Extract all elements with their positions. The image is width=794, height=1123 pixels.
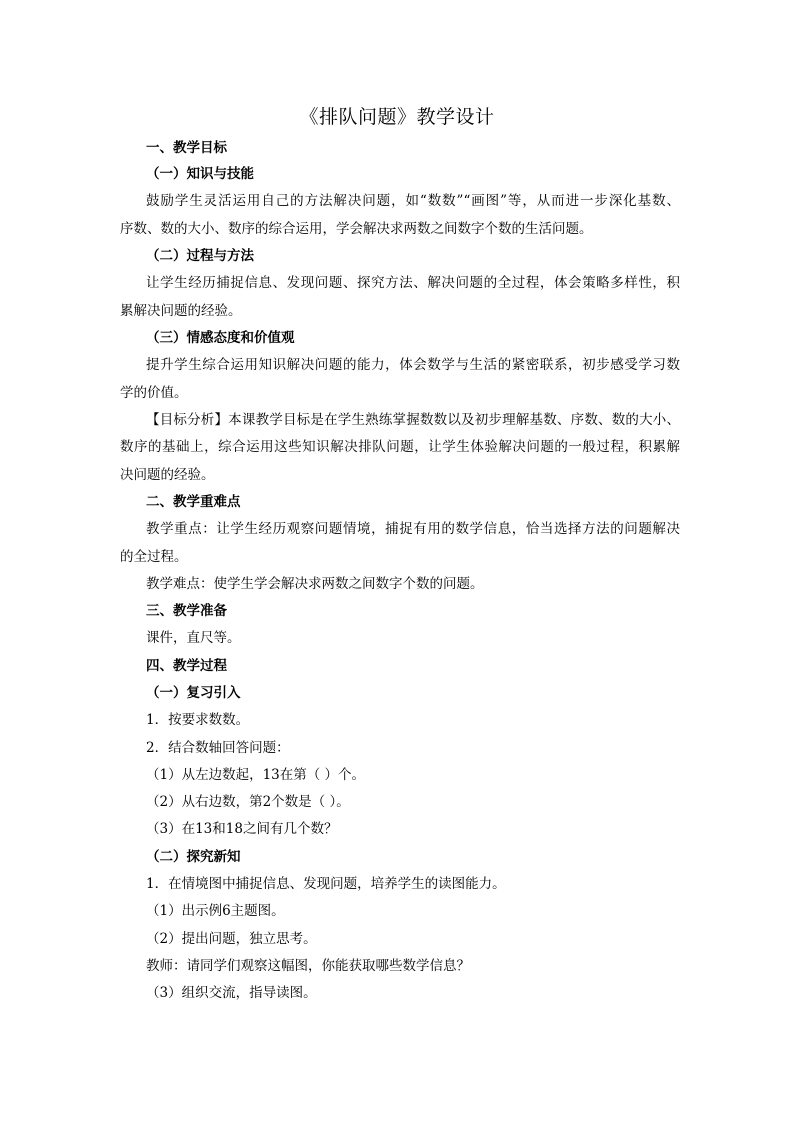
subheading-explore: （二）探究新知	[146, 849, 241, 865]
subheading-process-methods: （二）过程与方法	[146, 248, 254, 264]
section-heading-preparation: 三、教学准备	[146, 603, 227, 619]
list-item: （3）组织交流，指导读图。	[146, 985, 317, 1001]
paragraph-line: 教学重点：让学生经历观察问题情境，捕捉有用的数学信息，恰当选择方法的问题解决	[146, 521, 680, 537]
list-item: （2）提出问题，独立思考。	[146, 931, 317, 947]
paragraph-line: 让学生经历捕捉信息、发现问题、探究方法、解决问题的全过程，体会策略多样性，积	[146, 275, 680, 291]
paragraph-line: 鼓励学生灵活运用自己的方法解决问题，如“数数”“画图”等，从而进一步深化基数、	[146, 193, 680, 209]
section-heading-key-points: 二、教学重难点	[146, 494, 241, 510]
paragraph-line: 累解决问题的经验。	[120, 303, 242, 319]
list-item: （1）从左边数起，13在第（ ）个。	[146, 767, 366, 783]
list-item: （2）从右边数，第2个数是（ ）。	[146, 794, 350, 810]
goal-analysis-line: 决问题的经验。	[120, 467, 215, 483]
list-item: 2．结合数轴回答问题：	[146, 740, 290, 756]
paragraph-line: 提升学生综合运用知识解决问题的能力，体会数学与生活的紧密联系，初步感受学习数	[146, 357, 680, 373]
paragraph-line: 序数、数的大小、数序的综合运用，学会解决求两数之间数字个数的生活问题。	[120, 221, 593, 237]
paragraph-line: 教师：请同学们观察这幅图，你能获取哪些数学信息？	[146, 958, 470, 974]
list-item: 1．按要求数数。	[146, 712, 250, 728]
subheading-knowledge-skills: （一）知识与技能	[146, 166, 254, 182]
goal-analysis-line: 数序的基础上，综合运用这些知识解决排队问题，让学生体验解决问题的一般过程，积累解	[120, 439, 680, 455]
subheading-attitude-values: （三）情感态度和价值观	[146, 330, 295, 346]
paragraph-line: 学的价值。	[120, 385, 188, 401]
list-item: （3）在13和18之间有几个数？	[146, 821, 338, 837]
paragraph-line: 教学难点：使学生学会解决求两数之间数字个数的问题。	[146, 576, 484, 592]
paragraph-line: 课件，直尺等。	[146, 630, 241, 646]
section-heading-process: 四、教学过程	[146, 658, 227, 674]
paragraph-line: 的全过程。	[120, 549, 188, 565]
goal-analysis-line: 【目标分析】本课教学目标是在学生熟练掌握数数以及初步理解基数、序数、数的大小、	[146, 412, 680, 428]
list-item: 1．在情境图中捕捉信息、发现问题，培养学生的读图能力。	[146, 876, 506, 892]
list-item: （1）出示例6主题图。	[146, 903, 285, 919]
document-title: 《排队问题》教学设计	[299, 106, 495, 128]
section-heading-goals: 一、教学目标	[146, 140, 227, 156]
subheading-review: （一）复习引入	[146, 685, 241, 701]
